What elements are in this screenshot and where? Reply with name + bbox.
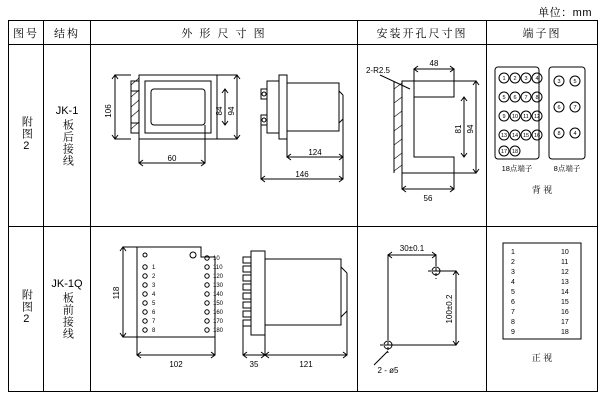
svg-text:7: 7 (573, 105, 577, 112)
dim-30-tol: 30±0.1 (399, 244, 425, 254)
svg-text:5: 5 (511, 289, 515, 297)
dim-94-cutout: 94 (466, 124, 475, 134)
header-outline-dim: 外 形 尺 寸 图 (91, 21, 358, 45)
svg-text:5: 5 (502, 95, 506, 102)
dim-102: 102 (169, 360, 183, 370)
dim-100-tol: 100±0.2 (445, 294, 454, 324)
cell-structure-2 (44, 227, 91, 392)
svg-text:11: 11 (523, 114, 529, 121)
svg-text:7: 7 (152, 319, 156, 326)
unit-note: 单位：mm (538, 7, 592, 19)
terminal-diagram-jk1q (487, 227, 597, 381)
svg-text:14: 14 (511, 133, 519, 140)
svg-text:16: 16 (561, 309, 569, 317)
svg-text:4: 4 (152, 292, 156, 299)
svg-text:170: 170 (213, 319, 224, 326)
dim-2R25: 2-R2.5 (365, 66, 391, 76)
svg-text:5: 5 (152, 301, 156, 308)
cell-terminals-2 (487, 227, 598, 392)
fig-no-label-1: 附图2 (20, 115, 33, 153)
dim-81: 81 (454, 124, 463, 134)
svg-text:120: 120 (213, 274, 224, 281)
svg-text:14: 14 (561, 289, 569, 297)
cell-fig-no-2 (9, 227, 44, 392)
svg-text:6: 6 (513, 95, 517, 102)
svg-text:18: 18 (561, 329, 569, 337)
svg-text:18: 18 (511, 149, 519, 156)
label-front-view: 正 视 (531, 353, 553, 364)
svg-text:9: 9 (511, 329, 515, 337)
header-fig-no: 图号 (9, 21, 44, 45)
structure-name-2: JK-1Q (51, 278, 83, 291)
svg-text:15: 15 (561, 299, 569, 307)
structure-sub-1: 板后接线 (61, 118, 74, 167)
svg-text:13: 13 (561, 279, 569, 287)
svg-text:8: 8 (511, 319, 515, 327)
svg-text:11: 11 (561, 259, 569, 267)
dim-60: 60 (167, 154, 177, 164)
dim-118: 118 (112, 286, 121, 300)
table-row (9, 45, 598, 227)
svg-text:4: 4 (573, 131, 577, 138)
svg-text:4: 4 (511, 279, 515, 287)
svg-text:8: 8 (535, 95, 539, 102)
svg-text:7: 7 (524, 95, 528, 102)
svg-text:3: 3 (557, 79, 561, 86)
label-18-terminals: 18点端子 (501, 164, 533, 174)
svg-text:10: 10 (561, 249, 569, 257)
svg-text:130: 130 (213, 283, 224, 290)
svg-text:13: 13 (500, 133, 508, 140)
label-back-view: 背 视 (531, 185, 553, 196)
svg-text:180: 180 (213, 328, 224, 335)
header-structure: 结构 (44, 21, 91, 45)
svg-text:10: 10 (213, 256, 220, 263)
svg-text:110: 110 (213, 265, 223, 272)
cell-fig-no-1 (9, 45, 44, 227)
cutout-drawing-jk1 (358, 45, 486, 215)
dim-2-d5: 2 - ø5 (377, 366, 399, 376)
svg-text:12: 12 (533, 114, 541, 121)
dim-121: 121 (299, 360, 313, 370)
svg-text:3: 3 (511, 269, 515, 277)
outline-drawing-jk1q (91, 227, 357, 381)
svg-text:1: 1 (502, 76, 506, 83)
header-cutout-dim: 安装开孔尺寸图 (358, 21, 487, 45)
cell-outline-2 (91, 227, 358, 392)
cell-cutout-1 (358, 45, 487, 227)
svg-text:10: 10 (511, 114, 519, 121)
svg-text:4: 4 (535, 76, 539, 83)
dim-48: 48 (429, 59, 439, 69)
svg-text:140: 140 (213, 292, 224, 299)
svg-text:7: 7 (511, 309, 515, 317)
dim-35: 35 (249, 360, 259, 370)
cell-structure-1 (44, 45, 91, 227)
svg-text:16: 16 (533, 133, 541, 140)
svg-text:1: 1 (511, 249, 515, 257)
cell-terminals-1 (487, 45, 598, 227)
dim-94: 94 (227, 106, 236, 116)
structure-sub-2: 板前接线 (61, 292, 74, 341)
dimension-table (8, 20, 598, 392)
cutout-drawing-jk1q (358, 227, 486, 381)
table-header-row (9, 21, 598, 45)
outline-drawing-jk1 (91, 45, 357, 215)
dim-124: 124 (308, 148, 322, 158)
structure-name-1: JK-1 (55, 104, 79, 117)
terminal-diagram-jk1 (487, 45, 597, 215)
header-terminal-diagram: 端子图 (487, 21, 598, 45)
svg-text:150: 150 (213, 301, 224, 308)
svg-text:2: 2 (511, 259, 515, 267)
svg-text:1: 1 (152, 265, 156, 272)
svg-text:6: 6 (557, 105, 561, 112)
svg-text:12: 12 (561, 269, 569, 277)
svg-text:5: 5 (573, 79, 577, 86)
cell-cutout-2 (358, 227, 487, 392)
table-row (9, 227, 598, 392)
svg-text:8: 8 (557, 131, 561, 138)
svg-text:17: 17 (500, 149, 508, 156)
svg-text:160: 160 (213, 310, 224, 317)
dim-56: 56 (423, 194, 433, 204)
svg-text:9: 9 (502, 114, 506, 121)
label-8-terminals: 8点端子 (553, 164, 581, 174)
svg-text:2: 2 (152, 274, 156, 281)
dim-84: 84 (215, 106, 224, 116)
svg-text:3: 3 (152, 283, 156, 290)
dim-106: 106 (104, 104, 113, 118)
svg-text:15: 15 (522, 133, 530, 140)
svg-text:3: 3 (524, 76, 528, 83)
svg-text:2: 2 (513, 76, 517, 83)
svg-text:6: 6 (511, 299, 515, 307)
fig-no-label-2: 附图2 (20, 289, 33, 327)
cell-outline-1 (91, 45, 358, 227)
dim-146: 146 (295, 170, 309, 180)
svg-text:17: 17 (561, 319, 569, 327)
svg-text:6: 6 (152, 310, 156, 317)
svg-text:8: 8 (152, 328, 156, 335)
